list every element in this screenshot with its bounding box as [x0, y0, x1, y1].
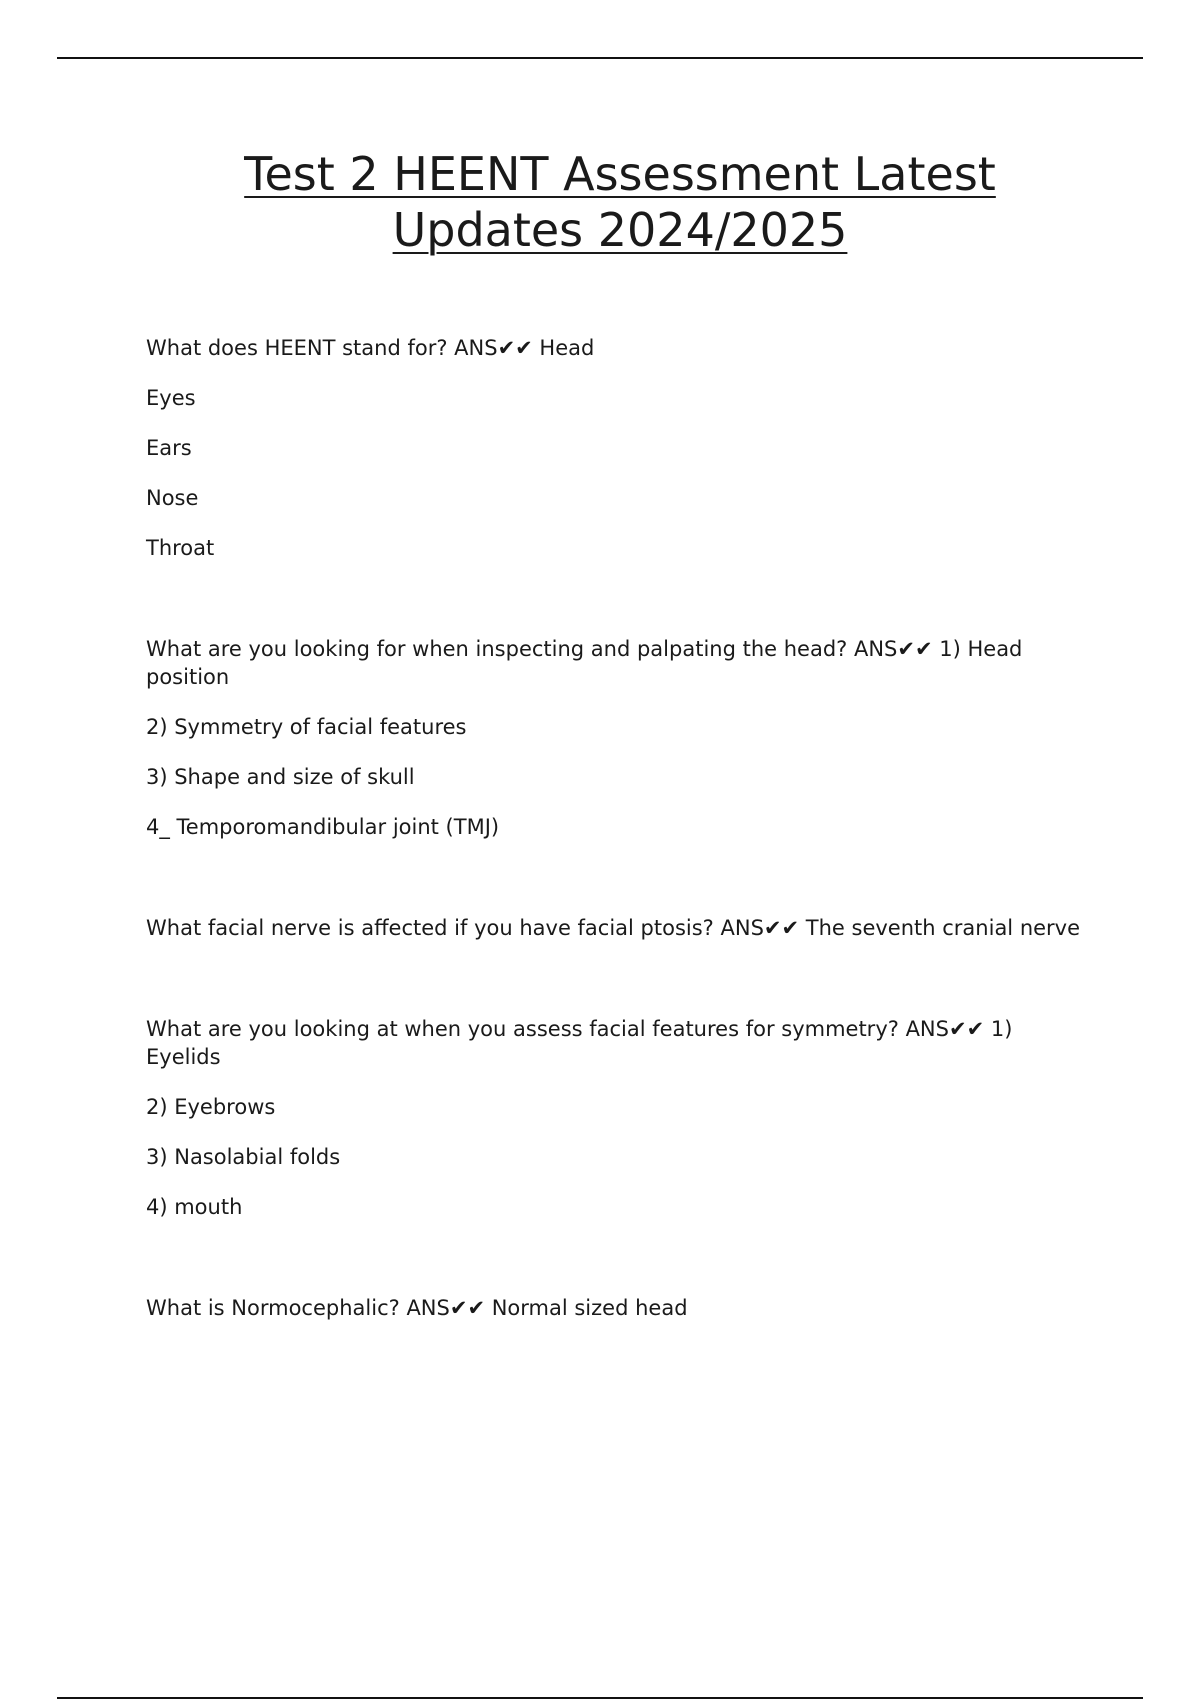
- qa-content: [146, 334, 1086, 1322]
- qa-block-heent: [146, 334, 1086, 562]
- question-heent: What does HEENT stand for? ANS✔✔ Head: [146, 336, 595, 360]
- answer-line: 4_ Temporomandibular joint (TMJ): [146, 815, 500, 839]
- answer-line: Ears: [146, 436, 192, 460]
- answer-line: 3) Shape and size of skull: [146, 765, 415, 789]
- title-line-1: Test 2 HEENT Assessment Latest: [244, 147, 996, 201]
- qa-block-head-inspection: [146, 635, 1086, 841]
- answer-line: Throat: [146, 536, 215, 560]
- top-rule: [57, 57, 1143, 59]
- question-facial-symmetry: What are you looking at when you assess facial features for symmetry? ANS✔✔ 1) Eyelids: [146, 1017, 1013, 1069]
- answer-line: Eyes: [146, 386, 196, 410]
- question-head-inspection: What are you looking for when inspecting and palpating the head? ANS✔✔ 1) Head position: [146, 637, 1023, 689]
- question-facial-nerve: What facial nerve is affected if you have facial ptosis? ANS✔✔ The seventh cranial nerve: [146, 916, 1081, 940]
- answer-line: 2) Symmetry of facial features: [146, 715, 467, 739]
- answer-line: Nose: [146, 486, 199, 510]
- answer-line: 4) mouth: [146, 1195, 243, 1219]
- qa-block-facial-symmetry: [146, 1015, 1086, 1221]
- answer-line: 3) Nasolabial folds: [146, 1145, 341, 1169]
- bottom-rule: [57, 1697, 1143, 1699]
- title-line-2: Updates 2024/2025: [392, 203, 848, 257]
- page-title: [180, 146, 1060, 258]
- answer-line: 2) Eyebrows: [146, 1095, 276, 1119]
- question-normocephalic: What is Normocephalic? ANS✔✔ Normal sized head: [146, 1296, 688, 1320]
- qa-block-normocephalic: [146, 1294, 1086, 1322]
- qa-block-facial-nerve: [146, 914, 1086, 942]
